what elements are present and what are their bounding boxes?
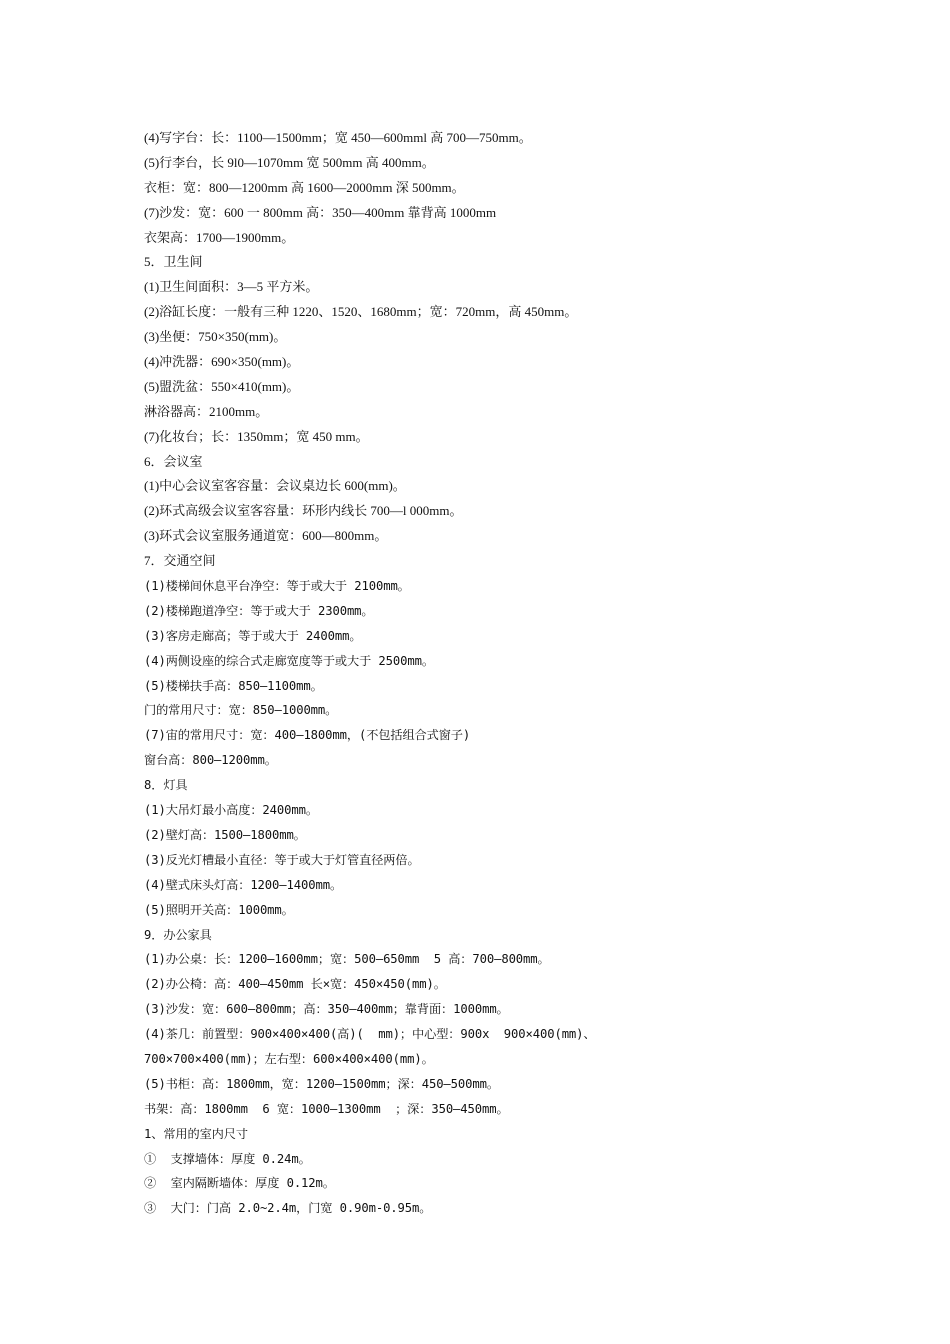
text-line: (7)沙发：宽：600 一 800mm 高：350—400mm 靠背高 1000mm [144,204,497,220]
document-body [144,126,864,1221]
text-line: (2)环式高级会议室客容量：环形内线长 700—l 000mm。 [144,503,463,519]
text-line: (4)写字台：长：1100—1500mm；宽 450—600mml 高 700—750mm。 [144,130,532,145]
text-line: (5)行李台，长 9l0—1070mm 宽 500mm 高 400mm。 [144,154,435,170]
text-line: (3)反光灯槽最小直径：等于或大于灯管直径两倍。 [144,852,420,867]
text-line: 衣架高：1700—1900mm。 [144,229,295,245]
text-line: 5．卫生间 [144,254,203,270]
text-line: 窗台高：800—1200mm。 [144,753,277,768]
text-line: (2)壁灯高：1500—1800mm。 [144,827,306,842]
text-line: (4)两侧设座的综合式走廊宽度等于或大于 2500mm。 [144,653,434,668]
text-line: 1、常用的室内尺寸 [144,1126,248,1141]
text-line: (1)大吊灯最小高度：2400mm。 [144,803,318,818]
text-line: (5)楼梯扶手高：850—1100mm。 [144,678,323,693]
text-line: (3)沙发：宽：600—800mm；高：350—400mm；靠背面：1000mm。 [144,1002,509,1017]
text-line: (1)办公桌：长：1200—1600mm；宽：500—650mm 5 高：700—800mm。 [144,952,550,967]
text-line: (1)卫生间面积：3—5 平方米。 [144,279,319,295]
text-line: 衣柜：宽：800—1200mm 高 1600—2000mm 深 500mm。 [144,179,465,195]
text-line: (3)环式会议室服务通道宽：600—800mm。 [144,528,388,544]
text-line: 700×700×400(mm)；左右型：600×400×400(mm)。 [144,1051,434,1066]
text-line: 8．灯具 [144,778,188,793]
text-line: (3)客房走廊高；等于或大于 2400mm。 [144,628,362,643]
text-line: (2)楼梯跑道净空：等于或大于 2300mm。 [144,603,374,618]
text-line: (7)宙的常用尺寸：宽：400—1800mm，(不包括组合式窗子) [144,728,471,743]
text-line: ③ 大门：门高 2.0~2.4m，门宽 0.90m-0.95m。 [144,1201,432,1216]
text-line: (4)壁式床头灯高：1200—1400mm。 [144,877,343,892]
text-line: (4)冲洗器：690×350(mm)。 [144,354,300,370]
text-line: 门的常用尺寸：宽：850—1000mm。 [144,703,338,718]
text-line: ① 支撑墙体：厚度 0.24m。 [144,1151,311,1166]
text-line: (2)浴缸长度：一般有三种 1220、1520、1680mm；宽：720mm，高 450mm。 [144,304,578,320]
text-line: ② 室内隔断墙体：厚度 0.12m。 [144,1176,335,1191]
text-line: (7)化妆台；长：1350mm；宽 450 mm。 [144,428,369,444]
text-line: (5)照明开关高：1000mm。 [144,902,294,917]
text-line: (1)楼梯间休息平台净空：等于或大于 2100mm。 [144,579,410,594]
text-line: 书架：高：1800mm 6 宽：1000—1300mm ；深：350—450mm。 [144,1101,509,1116]
text-line: 9．办公家具 [144,927,212,942]
text-line: 7．交通空间 [144,553,216,569]
text-line: 6．会议室 [144,453,203,469]
text-line: (3)坐便：750×350(mm)。 [144,329,287,345]
text-line: (5)盟洗盆：550×410(mm)。 [144,378,300,394]
text-line: (4)茶几：前置型：900×400×400(高)( mm)；中心型：900x 900×400(mm)、 [144,1027,596,1042]
text-line: (1)中心会议室客容量：会议桌边长 600(mm)。 [144,478,406,494]
text-line: (5)书柜：高：1800mm，宽：1200—1500mm；深：450—500mm。 [144,1076,499,1091]
text-line: 淋浴器高：2100mm。 [144,403,269,419]
text-line: (2)办公椅：高：400—450mm 长×宽：450×450(mm)。 [144,977,446,992]
